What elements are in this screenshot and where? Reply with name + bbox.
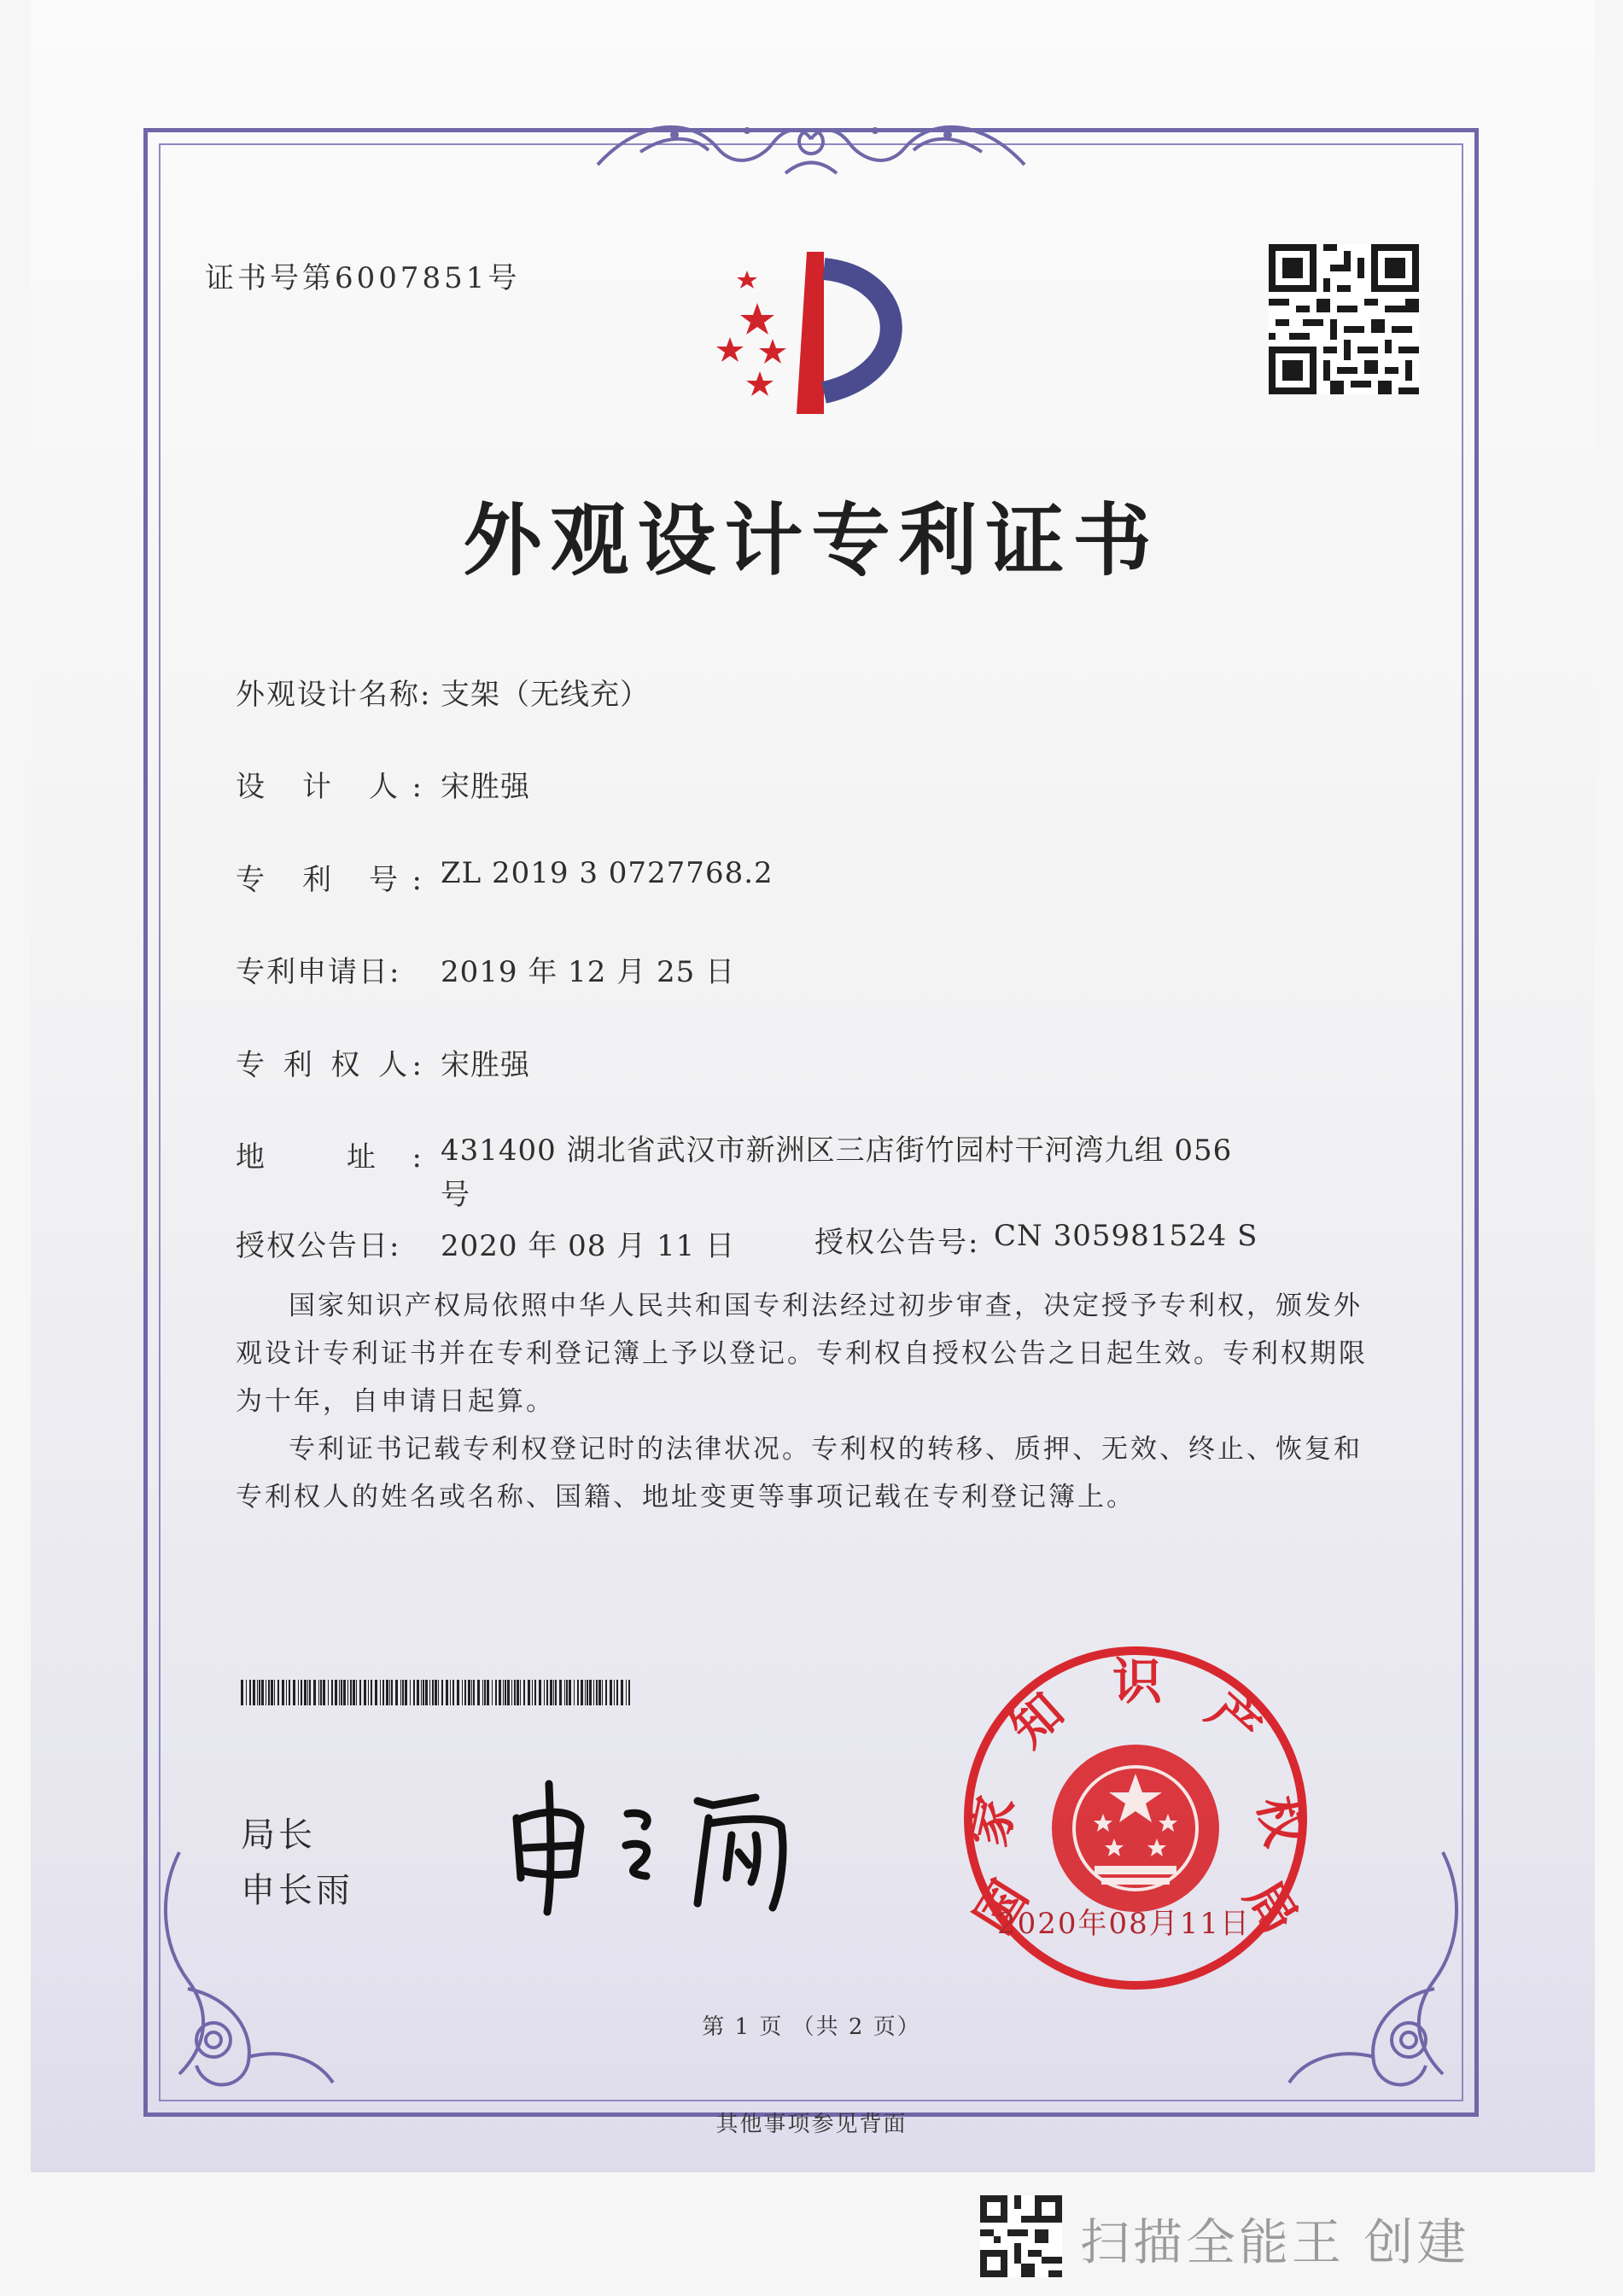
barcode-bar <box>574 1680 575 1705</box>
director-title: 局长 <box>241 1815 316 1855</box>
barcode-bar <box>257 1680 258 1705</box>
barcode-bar <box>450 1680 451 1705</box>
design-name-value: 支架（无线充） <box>441 678 650 712</box>
barcode-bar <box>339 1680 340 1705</box>
barcode-bar <box>539 1680 541 1705</box>
barcode-bar <box>259 1680 260 1705</box>
barcode-bar <box>429 1680 430 1705</box>
barcode-bar <box>386 1680 388 1705</box>
barcode-bar <box>626 1680 627 1705</box>
barcode-bar <box>585 1680 586 1705</box>
barcode-bar <box>350 1680 352 1705</box>
body-paragraph: 国家知识产权局依照中华人民共和国专利法经过初步审查，决定授予专利权，颁发外观设计专利证书并在专利登记簿上予以登记。专利权自授权公告之日起生效。专利权期限为十年，自申请日起算。 <box>236 1291 1368 1417</box>
barcode-bar <box>289 1680 290 1705</box>
qr-code-icon <box>1269 244 1419 394</box>
barcode-bar <box>421 1680 422 1705</box>
barcode-bar <box>514 1680 516 1705</box>
barcode-bar <box>441 1680 443 1705</box>
barcode-bar <box>457 1680 459 1705</box>
barcode-bar <box>282 1680 284 1705</box>
barcode-bar <box>271 1680 273 1705</box>
svg-text:权: 权 <box>1246 1791 1314 1852</box>
barcode-bar <box>405 1680 407 1705</box>
barcode-bar <box>410 1680 411 1705</box>
barcode-bar <box>253 1680 255 1705</box>
barcode-bar <box>602 1680 603 1705</box>
barcode-bar <box>628 1680 630 1705</box>
scanner-watermark: 扫描全能王 创建 <box>1080 2213 1470 2271</box>
barcode-bar <box>546 1680 548 1705</box>
barcode-bar <box>435 1680 437 1705</box>
barcode-bar <box>331 1680 333 1705</box>
barcode-bar <box>304 1680 307 1705</box>
barcode-bar <box>417 1680 419 1705</box>
barcode-bar <box>564 1680 565 1705</box>
barcode-bar <box>553 1680 554 1705</box>
barcode-bar <box>246 1680 247 1705</box>
barcode-bar <box>356 1680 357 1705</box>
barcode-bar <box>505 1680 506 1705</box>
barcode-bar <box>487 1680 489 1705</box>
barcode-bar <box>555 1680 557 1705</box>
designer-value: 宋胜强 <box>441 770 530 804</box>
barcode-bar <box>559 1680 562 1705</box>
barcode-bar <box>517 1680 519 1705</box>
barcode-bar <box>320 1680 322 1705</box>
barcode-bar <box>462 1680 463 1705</box>
barcode-bar <box>544 1680 545 1705</box>
barcode-bar <box>268 1680 270 1705</box>
grant-date-value: 2020 年 08 月 11 日 <box>441 1229 736 1263</box>
svg-text:国: 国 <box>963 1870 1040 1944</box>
barcode-bar <box>389 1680 390 1705</box>
barcode-bar <box>589 1680 592 1705</box>
barcode-bar <box>471 1680 472 1705</box>
grant-number-label: 授权公告号: <box>814 1226 980 1260</box>
cnipa-logo-icon <box>696 243 935 422</box>
barcode-bar <box>511 1680 512 1705</box>
barcode-bar <box>380 1680 381 1705</box>
handwritten-signature-icon <box>499 1767 815 1920</box>
page-number: 第 1 页 （共 2 页） <box>702 2014 921 2040</box>
barcode-bar <box>347 1680 348 1705</box>
grant-date-label: 授权公告日: <box>236 1229 401 1263</box>
barcode-bar <box>614 1680 615 1705</box>
official-seal-icon <box>956 1639 1315 1997</box>
barcode-bar <box>371 1680 372 1705</box>
barcode-bar <box>364 1680 366 1705</box>
svg-text:局: 局 <box>1233 1870 1310 1944</box>
barcode-bar <box>482 1680 483 1705</box>
barcode-bar <box>425 1680 428 1705</box>
barcode-bar <box>523 1680 525 1705</box>
barcode-bar <box>569 1680 571 1705</box>
filing-date-value: 2019 年 12 月 25 日 <box>441 955 736 989</box>
barcode-bar <box>550 1680 552 1705</box>
barcode-bar <box>323 1680 325 1705</box>
barcode-bar <box>477 1680 480 1705</box>
filing-date-label: 专利申请日: <box>236 955 401 989</box>
barcode-bar <box>598 1680 601 1705</box>
barcode-bar <box>293 1680 295 1705</box>
barcode-bar <box>566 1680 568 1705</box>
svg-text:知: 知 <box>999 1681 1075 1758</box>
barcode-bar <box>402 1680 404 1705</box>
barcode-bar <box>499 1680 501 1705</box>
patentee-label: 专 利 权 人: <box>236 1048 423 1082</box>
barcode-bar <box>577 1680 579 1705</box>
barcode-bar <box>249 1680 251 1705</box>
director-name: 申长雨 <box>241 1871 353 1910</box>
address-value-line1: 431400 湖北省武汉市新洲区三店街竹园村干河湾九组 056 <box>441 1133 1233 1168</box>
barcode-bar <box>610 1680 612 1705</box>
barcode-bar <box>400 1680 401 1705</box>
barcode-bar <box>468 1680 470 1705</box>
barcode-bar <box>473 1680 475 1705</box>
barcode-bar <box>274 1680 275 1705</box>
barcode-bar <box>301 1680 302 1705</box>
barcode-bar <box>452 1680 454 1705</box>
barcode-bar <box>464 1680 466 1705</box>
barcode-bar <box>298 1680 299 1705</box>
body-text <box>236 1282 1388 1521</box>
patent-number-value: ZL 2019 3 0727768.2 <box>441 856 774 890</box>
barcode-bar <box>382 1680 384 1705</box>
barcode-icon <box>241 1680 633 1705</box>
barcode-bar <box>621 1680 623 1705</box>
barcode-bar <box>616 1680 618 1705</box>
svg-text:家: 家 <box>959 1791 1026 1852</box>
scanner-qr-code-icon <box>980 2195 1062 2277</box>
barcode-bar <box>534 1680 536 1705</box>
barcode-bar <box>375 1680 377 1705</box>
svg-text:识: 识 <box>1112 1652 1163 1710</box>
address-value-line2: 号 <box>441 1178 470 1212</box>
svg-text:产: 产 <box>1196 1681 1272 1758</box>
barcode-bar <box>423 1680 424 1705</box>
barcode-bar <box>335 1680 337 1705</box>
barcode-bar <box>391 1680 393 1705</box>
barcode-bar <box>532 1680 533 1705</box>
back-note: 其他事项参见背面 <box>715 2112 908 2137</box>
barcode-bar <box>596 1680 598 1705</box>
barcode-bar <box>277 1680 279 1705</box>
barcode-bar <box>432 1680 434 1705</box>
design-name-label: 外观设计名称: <box>236 678 432 712</box>
patent-number-label: 专 利 号: <box>236 863 423 897</box>
certificate-title: 外观设计专利证书 <box>463 494 1160 586</box>
patentee-value: 宋胜强 <box>441 1048 530 1082</box>
seal-date: 2020年08月11日 <box>997 1907 1252 1941</box>
barcode-bar <box>395 1680 398 1705</box>
barcode-bar <box>368 1680 369 1705</box>
barcode-bar <box>520 1680 521 1705</box>
barcode-bar <box>353 1680 355 1705</box>
designer-label: 设 计 人: <box>236 770 423 804</box>
barcode-bar <box>261 1680 264 1705</box>
barcode-bar <box>492 1680 493 1705</box>
certificate-number: 证书号第6007851号 <box>205 261 521 295</box>
barcode-bar <box>318 1680 319 1705</box>
barcode-bar <box>438 1680 439 1705</box>
barcode-bar <box>495 1680 497 1705</box>
barcode-bar <box>507 1680 510 1705</box>
barcode-bar <box>307 1680 308 1705</box>
barcode-bar <box>503 1680 504 1705</box>
barcode-bar <box>328 1680 329 1705</box>
barcode-bar <box>587 1680 588 1705</box>
barcode-bar <box>593 1680 594 1705</box>
barcode-bar <box>286 1680 287 1705</box>
barcode-bar <box>343 1680 346 1705</box>
barcode-bar <box>484 1680 486 1705</box>
barcode-bar <box>359 1680 361 1705</box>
barcode-bar <box>581 1680 583 1705</box>
barcode-bar <box>528 1680 530 1705</box>
grant-number-value: CN 305981524 S <box>994 1219 1258 1253</box>
barcode-bar <box>341 1680 342 1705</box>
barcode-bar <box>605 1680 607 1705</box>
body-paragraph: 专利证书记载专利权登记时的法律状况。专利权的转移、质押、无效、终止、恢复和专利权人的姓名或名称、国籍、地址变更等事项记载在专利登记簿上。 <box>236 1434 1363 1512</box>
barcode-bar <box>309 1680 311 1705</box>
barcode-bar <box>241 1680 243 1705</box>
top-ornament-icon <box>589 101 1033 186</box>
address-label: 地 址: <box>236 1140 423 1174</box>
barcode-bar <box>446 1680 448 1705</box>
barcode-bar <box>313 1680 316 1705</box>
barcode-bar <box>413 1680 415 1705</box>
